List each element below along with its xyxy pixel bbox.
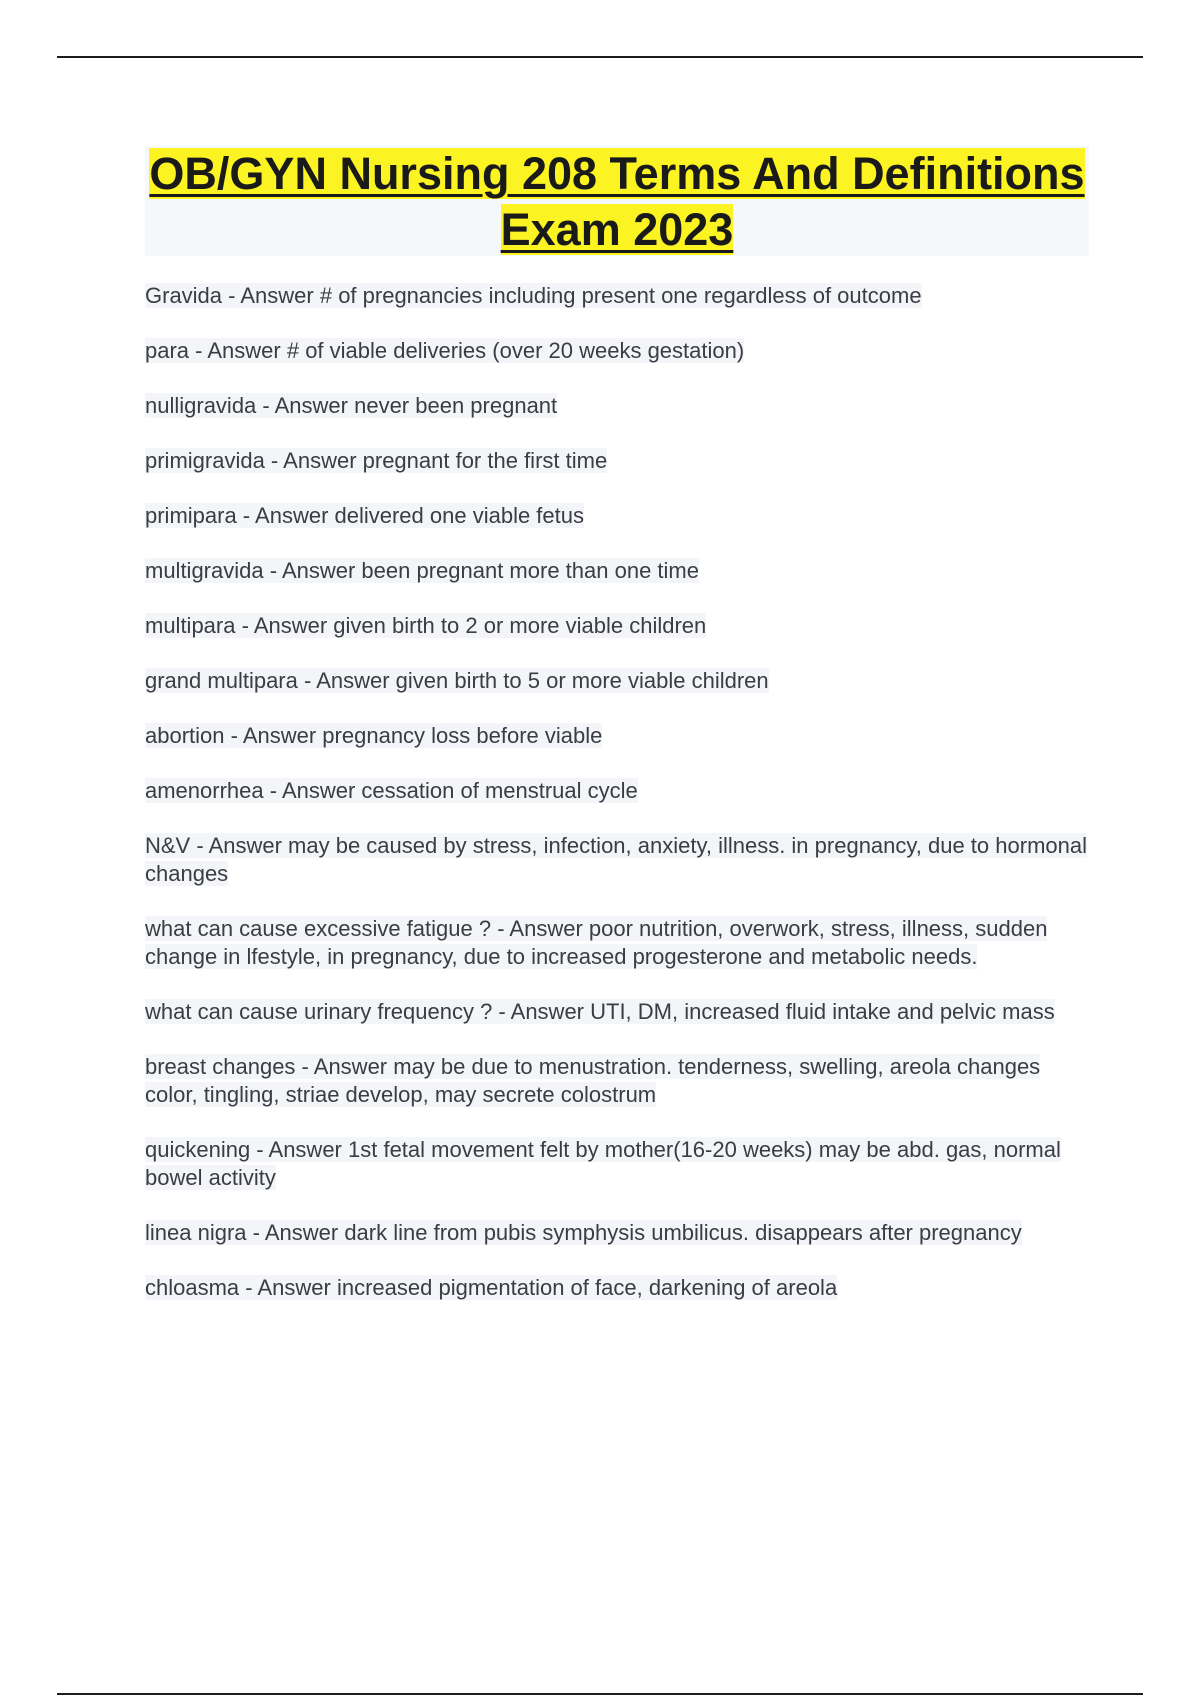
entry-text: multipara - Answer given birth to 2 or more viable children [145, 613, 707, 638]
list-item [145, 915, 1089, 971]
list-item [145, 832, 1089, 888]
list-item [145, 667, 1089, 695]
entry-text: para - Answer # of viable deliveries (over 20 weeks gestation) [145, 338, 745, 363]
entry-text: amenorrhea - Answer cessation of menstrual cycle [145, 778, 638, 803]
entry-text: primigravida - Answer pregnant for the first time [145, 448, 608, 473]
list-item [145, 777, 1089, 805]
list-item [145, 998, 1089, 1026]
definitions-list [145, 282, 1089, 1329]
list-item [145, 1274, 1089, 1302]
entry-text: quickening - Answer 1st fetal movement felt by mother(16-20 weeks) may be abd. gas, normal bowel activity [145, 1137, 1061, 1190]
list-item [145, 447, 1089, 475]
entry-text: primipara - Answer delivered one viable fetus [145, 503, 585, 528]
entry-text: Gravida - Answer # of pregnancies including present one regardless of outcome [145, 283, 922, 308]
list-item [145, 557, 1089, 585]
list-item [145, 1219, 1089, 1247]
list-item [145, 722, 1089, 750]
entry-text: what can cause urinary frequency ? - Answer UTI, DM, increased fluid intake and pelvic mass [145, 999, 1055, 1024]
list-item [145, 1136, 1089, 1192]
page-title: OB/GYN Nursing 208 Terms And Definitions Exam 2023 [149, 148, 1085, 255]
list-item [145, 612, 1089, 640]
entry-text: grand multipara - Answer given birth to 5 or more viable children [145, 668, 769, 693]
entry-text: linea nigra - Answer dark line from pubis symphysis umbilicus. disappears after pregnancy [145, 1220, 1022, 1245]
entry-text: what can cause excessive fatigue ? - Answer poor nutrition, overwork, stress, illness, sudden change in lfestyle, in pregnancy, due to increased progesterone and metabolic needs. [145, 916, 1048, 969]
entry-text: N&V - Answer may be caused by stress, infection, anxiety, illness. in pregnancy, due to hormonal changes [145, 833, 1087, 886]
list-item [145, 282, 1089, 310]
list-item [145, 392, 1089, 420]
bottom-rule [57, 1693, 1143, 1695]
list-item [145, 1053, 1089, 1109]
entry-text: abortion - Answer pregnancy loss before viable [145, 723, 603, 748]
entry-text: nulligravida - Answer never been pregnant [145, 393, 558, 418]
top-rule [57, 56, 1143, 58]
title-block [145, 146, 1089, 256]
list-item [145, 337, 1089, 365]
entry-text: breast changes - Answer may be due to menustration. tenderness, swelling, areola changes color, tingling, striae develop, may secrete colostrum [145, 1054, 1041, 1107]
entry-text: multigravida - Answer been pregnant more than one time [145, 558, 699, 583]
entry-text: chloasma - Answer increased pigmentation of face, darkening of areola [145, 1275, 838, 1300]
list-item [145, 502, 1089, 530]
